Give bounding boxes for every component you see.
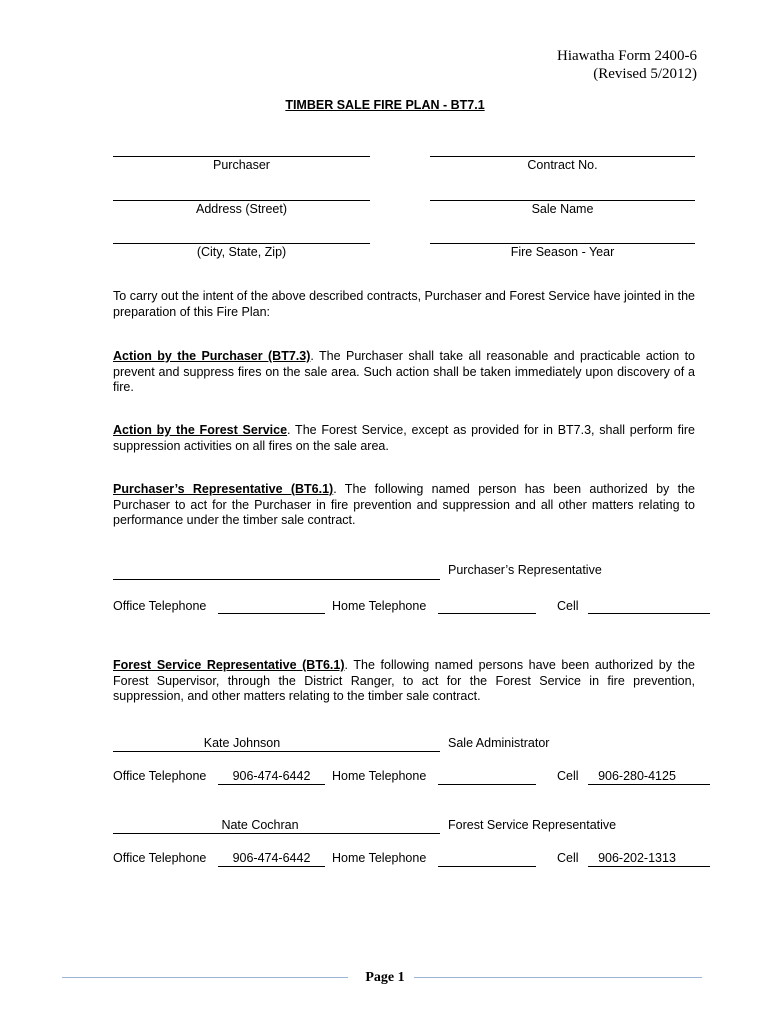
address-label: Address (Street) (195, 202, 287, 216)
fs-rep-1-cell-line[interactable] (588, 784, 710, 785)
fire-season-label: Fire Season - Year (510, 245, 615, 259)
fs-rep-1-cell-phone: 906-280-4125 (598, 769, 676, 783)
fs-rep-2-cell-label: Cell (557, 851, 579, 865)
purchaser-action-heading: Action by the Purchaser (BT7.3) (113, 349, 311, 363)
fs-rep-2-title: Forest Service Representative (448, 818, 617, 832)
purchaser-line[interactable] (113, 156, 370, 157)
fs-rep-heading: Forest Service Representative (BT6.1) (113, 658, 345, 672)
purchaser-rep-heading: Purchaser’s Representative (BT6.1) (113, 482, 334, 496)
purchaser-label: Purchaser (213, 158, 270, 172)
purchaser-action-section (113, 349, 695, 396)
fs-action-text: . The Forest Service, except as provided for in BT7.3, shall perform fire suppression activities on all fires on the sale area. (113, 423, 695, 453)
fs-rep-1-home-line[interactable] (438, 784, 536, 785)
cell-label: Cell (557, 599, 579, 613)
purchaser-rep-section (113, 482, 695, 529)
purchaser-action-text: . The Purchaser shall take all reasonable and practicable action to prevent and suppress fires on the sale area. Such action shall be taken immediately upon discovery of a fire. (113, 349, 696, 394)
fs-rep-2-office-phone: 906-474-6442 (232, 851, 311, 865)
purchaser-office-phone-line[interactable] (218, 613, 325, 614)
fs-rep-1-office-phone: 906-474-6442 (232, 769, 311, 783)
document-title: TIMBER SALE FIRE PLAN - BT7.1 (285, 98, 485, 112)
fs-rep-2-home-line[interactable] (438, 866, 536, 867)
fs-rep-2-office-label: Office Telephone (113, 851, 207, 865)
form-number: Hiawatha Form 2400-6 (557, 48, 697, 64)
intro-paragraph: To carry out the intent of the above described contracts, Purchaser and Forest Service have jointed in the preparation of this Fire Plan: (113, 289, 695, 319)
purchaser-rep-text: . The following named person has been authorized by the Purchaser to act for the Purchaser in fire prevention and suppression and all other matters relating to performance under the timber sale contract. (113, 482, 695, 527)
footer-rule-right (414, 977, 702, 978)
city-state-zip-label: (City, State, Zip) (196, 245, 287, 259)
page-number: Page 1 (365, 970, 405, 985)
purchaser-rep-title: Purchaser’s Representative (448, 563, 602, 577)
sale-name-label: Sale Name (531, 202, 594, 216)
fs-rep-1-office-line[interactable] (218, 784, 325, 785)
fire-season-line[interactable] (430, 243, 695, 244)
purchaser-home-phone-line[interactable] (438, 613, 536, 614)
fs-action-section (113, 423, 695, 454)
contract-no-label: Contract No. (527, 158, 598, 172)
fs-action-heading: Action by the Forest Service (113, 423, 288, 437)
purchaser-rep-name-line[interactable] (113, 579, 440, 580)
fs-rep-text: . The following named persons have been authorized by the Forest Supervisor, through the District Ranger, to act for the Forest Service in fire prevention, suppression, and other matters relating to the timber sale contract. (113, 658, 695, 703)
purchaser-cell-phone-line[interactable] (588, 613, 710, 614)
fs-rep-1-home-label: Home Telephone (332, 769, 427, 783)
fs-rep-1-office-label: Office Telephone (113, 769, 207, 783)
address-line[interactable] (113, 200, 370, 201)
fs-rep-2-office-line[interactable] (218, 866, 325, 867)
fs-rep-1-name-line[interactable] (113, 751, 440, 752)
fs-rep-section (113, 658, 695, 705)
fs-rep-2-home-label: Home Telephone (332, 851, 427, 865)
fs-rep-1-cell-label: Cell (557, 769, 579, 783)
home-telephone-label: Home Telephone (332, 599, 427, 613)
fs-rep-1-title: Sale Administrator (448, 736, 550, 750)
office-telephone-label: Office Telephone (113, 599, 207, 613)
fs-rep-2-cell-line[interactable] (588, 866, 710, 867)
fs-rep-1-name: Kate Johnson (203, 736, 281, 750)
city-state-zip-line[interactable] (113, 243, 370, 244)
fs-rep-2-name-line[interactable] (113, 833, 440, 834)
contract-no-line[interactable] (430, 156, 695, 157)
fs-rep-2-name: Nate Cochran (221, 818, 299, 832)
sale-name-line[interactable] (430, 200, 695, 201)
fs-rep-2-cell-phone: 906-202-1313 (598, 851, 676, 865)
revision-date: (Revised 5/2012) (593, 66, 697, 82)
